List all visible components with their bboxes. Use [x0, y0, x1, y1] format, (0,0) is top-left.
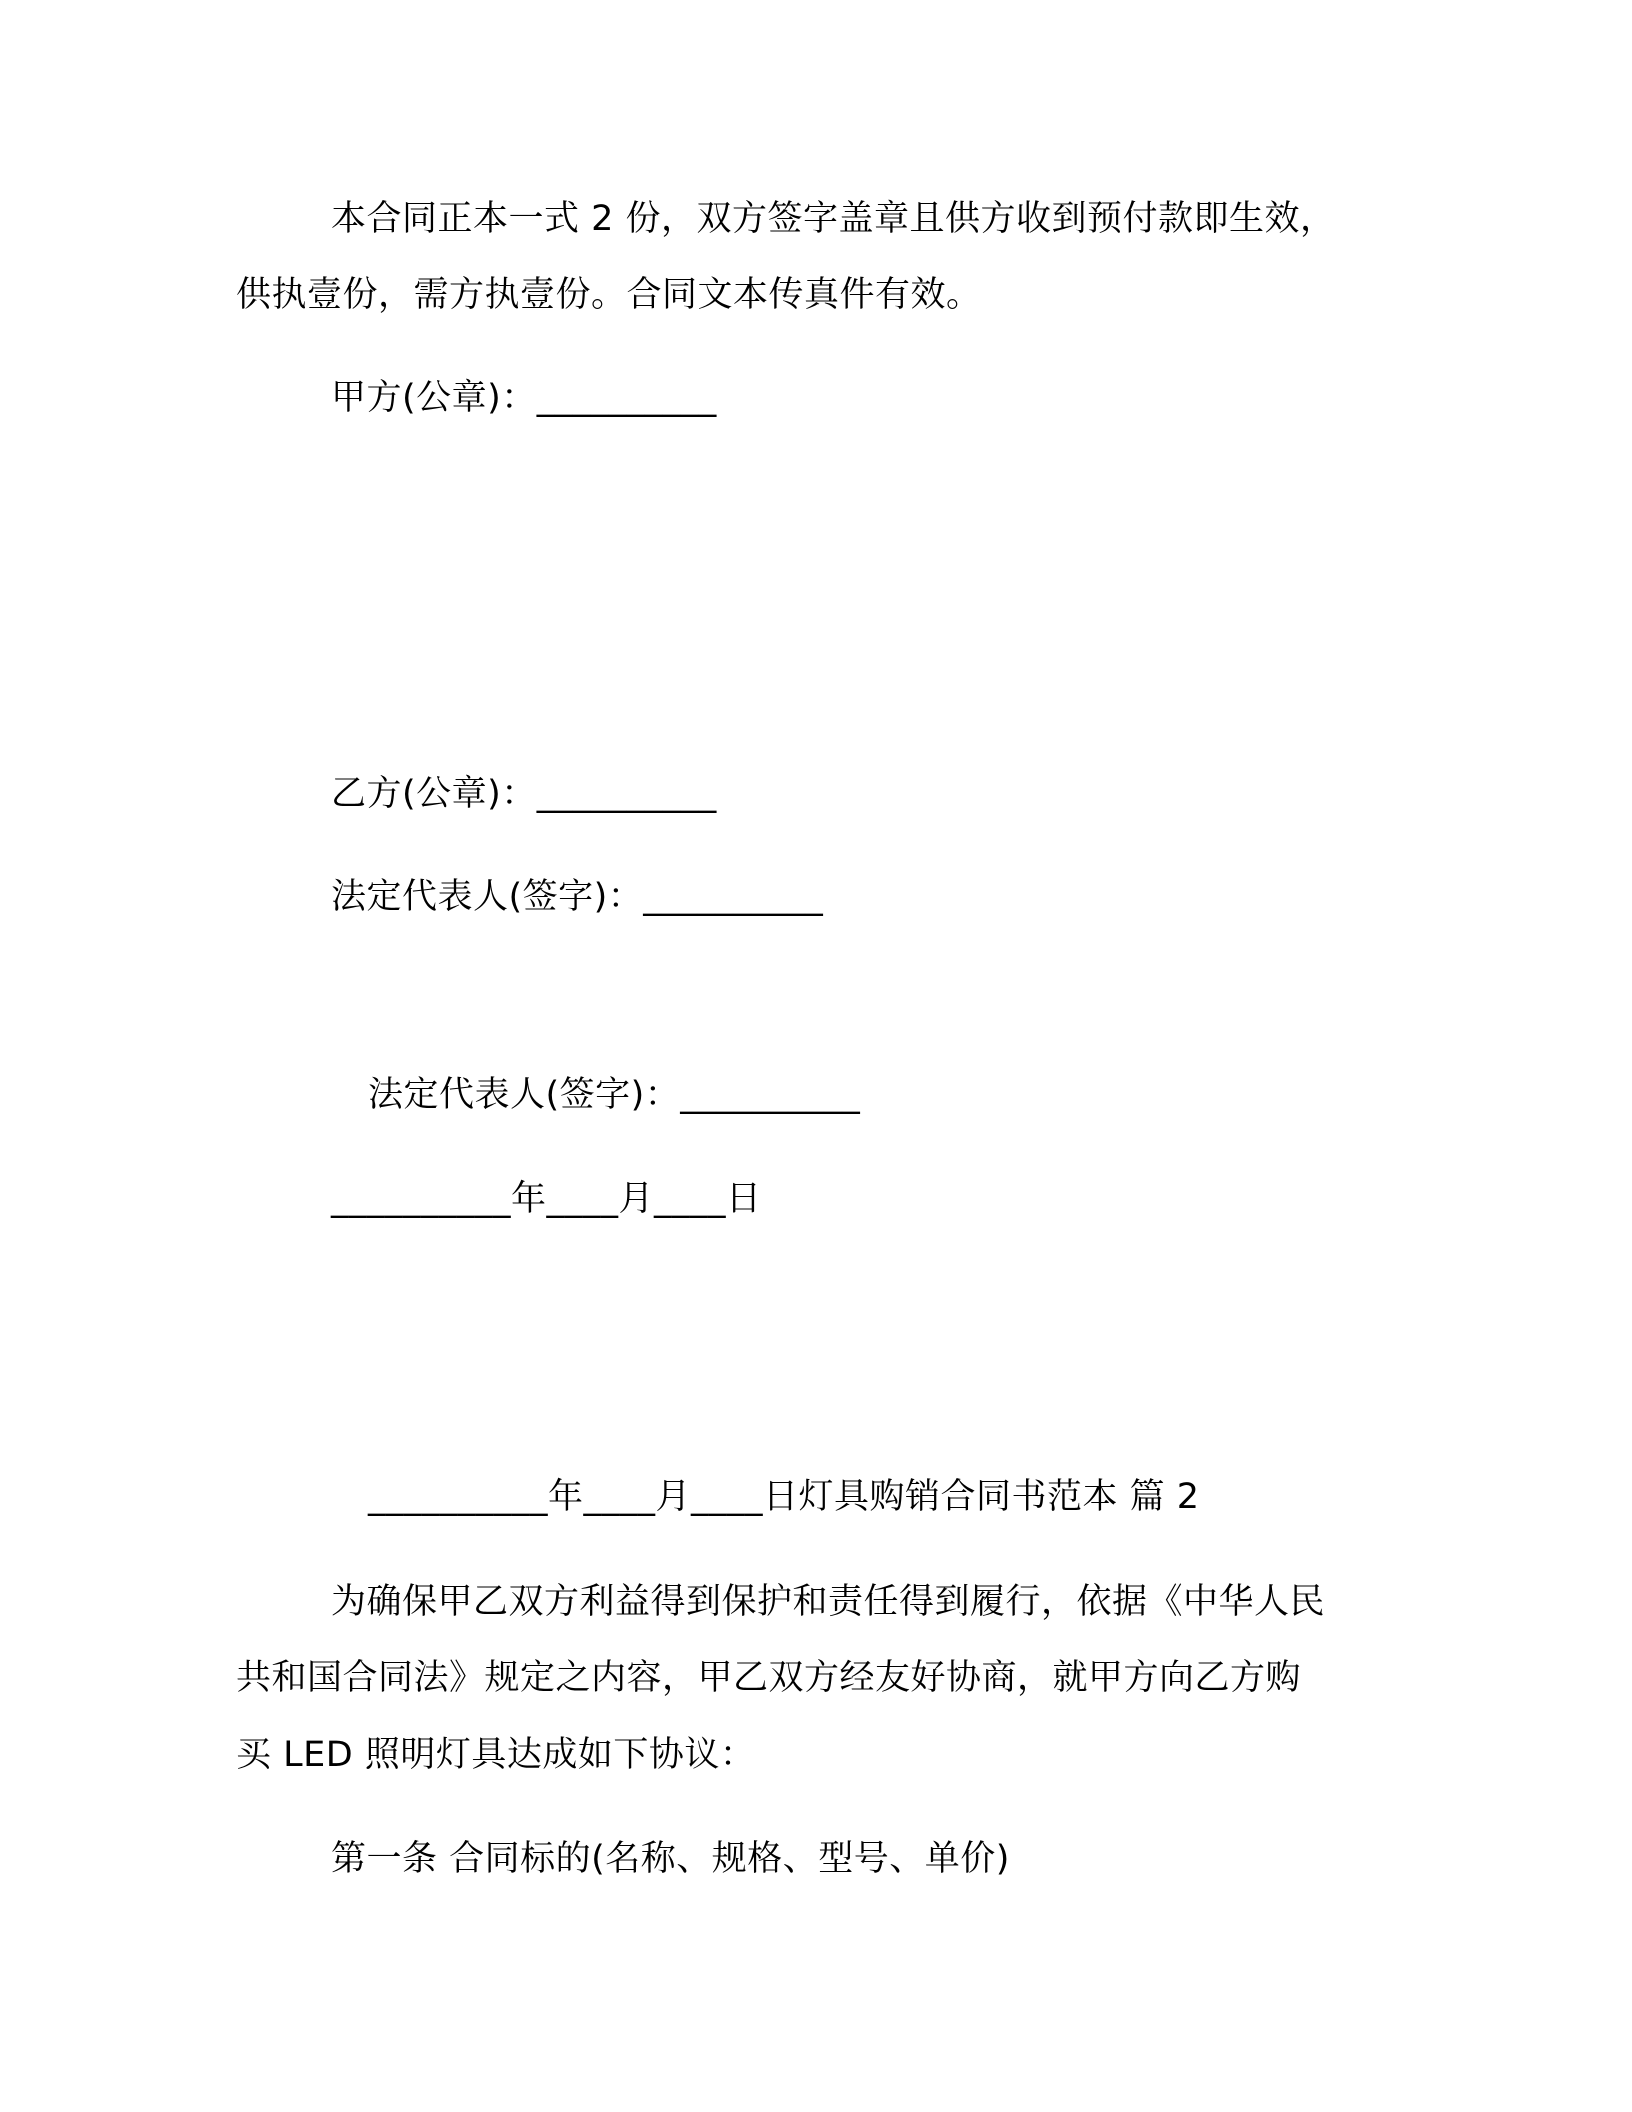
- legal-representative-signature-field-2: 法定代表人(签字)：__________: [368, 1075, 861, 1115]
- preamble-line-3: 买 LED 照明灯具达成如下协议：: [236, 1735, 756, 1775]
- copies-clause-line-1: 本合同正本一式 2 份，双方签字盖章且供方收到预付款即生效，: [331, 199, 1336, 239]
- legal-representative-signature-field: 法定代表人(签字)：__________: [331, 877, 824, 917]
- party-a-seal-field: 甲方(公章)：__________: [331, 378, 717, 418]
- copies-clause-line-2: 供执壹份，需方执壹份。合同文本传真件有效。: [236, 275, 982, 315]
- preamble-line-2: 共和国合同法》规定之内容，甲乙双方经友好协商，就甲方向乙方购: [236, 1658, 1302, 1698]
- article-1-heading: 第一条 合同标的(名称、规格、型号、单价): [331, 1839, 1010, 1879]
- section-heading: __________年____月____日灯具购销合同书范本 篇 2: [368, 1477, 1200, 1517]
- date-line: __________年____月____日: [331, 1179, 762, 1219]
- preamble-line-1: 为确保甲乙双方利益得到保护和责任得到履行，依据《中华人民: [331, 1582, 1326, 1622]
- party-b-seal-field: 乙方(公章)：__________: [331, 774, 717, 814]
